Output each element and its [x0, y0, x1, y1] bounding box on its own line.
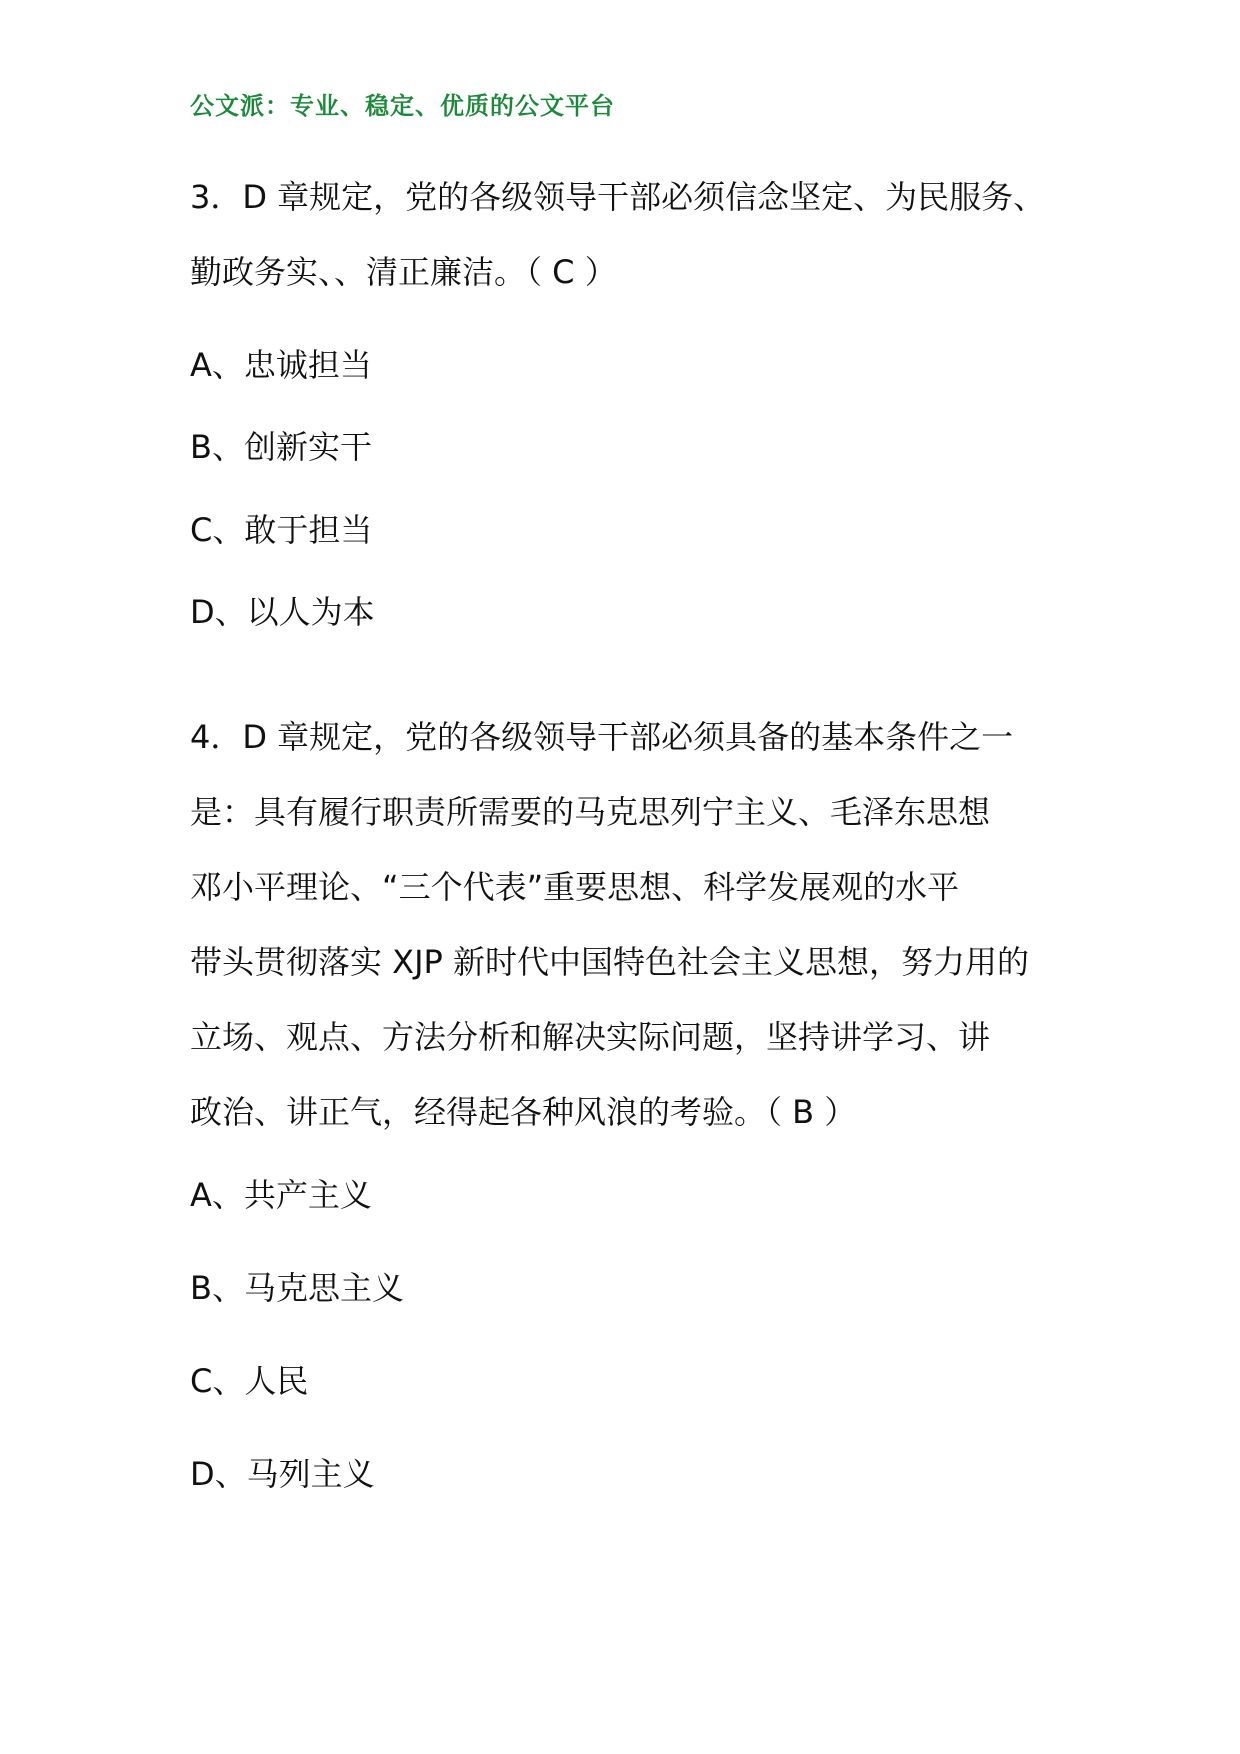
question-3-line: 勤政务实、、清正廉洁。（ C ） — [190, 253, 617, 291]
question-4-line: 立场、观点、方法分析和解决实际问题，坚持讲学习、讲 — [190, 1018, 991, 1056]
question-4-line: 4．D 章规定，党的各级领导干部必须具备的基本条件之一 — [190, 718, 1014, 756]
question-3-option-a: A、忠诚担当 — [190, 346, 372, 384]
question-4-option-b: B、马克思主义 — [190, 1269, 404, 1307]
question-4-option-c: C、人民 — [190, 1362, 309, 1400]
page-header-title: 公文派：专业、稳定、优质的公文平台 — [190, 92, 615, 120]
question-3-option-b: B、创新实干 — [190, 428, 372, 466]
question-4-option-a: A、共产主义 — [190, 1176, 372, 1214]
question-4-line: 政治、讲正气，经得起各种风浪的考验。（ B ） — [190, 1093, 857, 1131]
question-4-option-d: D、马列主义 — [190, 1455, 375, 1493]
question-3-option-d: D、以人为本 — [190, 593, 375, 631]
question-4-line: 是：具有履行职责所需要的马克思列宁主义、毛泽东思想 — [190, 793, 991, 831]
question-4-line: 带头贯彻落实 XJP 新时代中国特色社会主义思想，努力用的 — [190, 943, 1030, 981]
question-4 — [190, 700, 1090, 1150]
question-3-line: 3．D 章规定，党的各级领导干部必须信念坚定、为民服务、 — [190, 178, 1046, 216]
question-3 — [190, 160, 1090, 310]
question-3-option-c: C、敢于担当 — [190, 511, 373, 549]
question-4-line: 邓小平理论、“三个代表”重要思想、科学发展观的水平 — [190, 868, 960, 906]
